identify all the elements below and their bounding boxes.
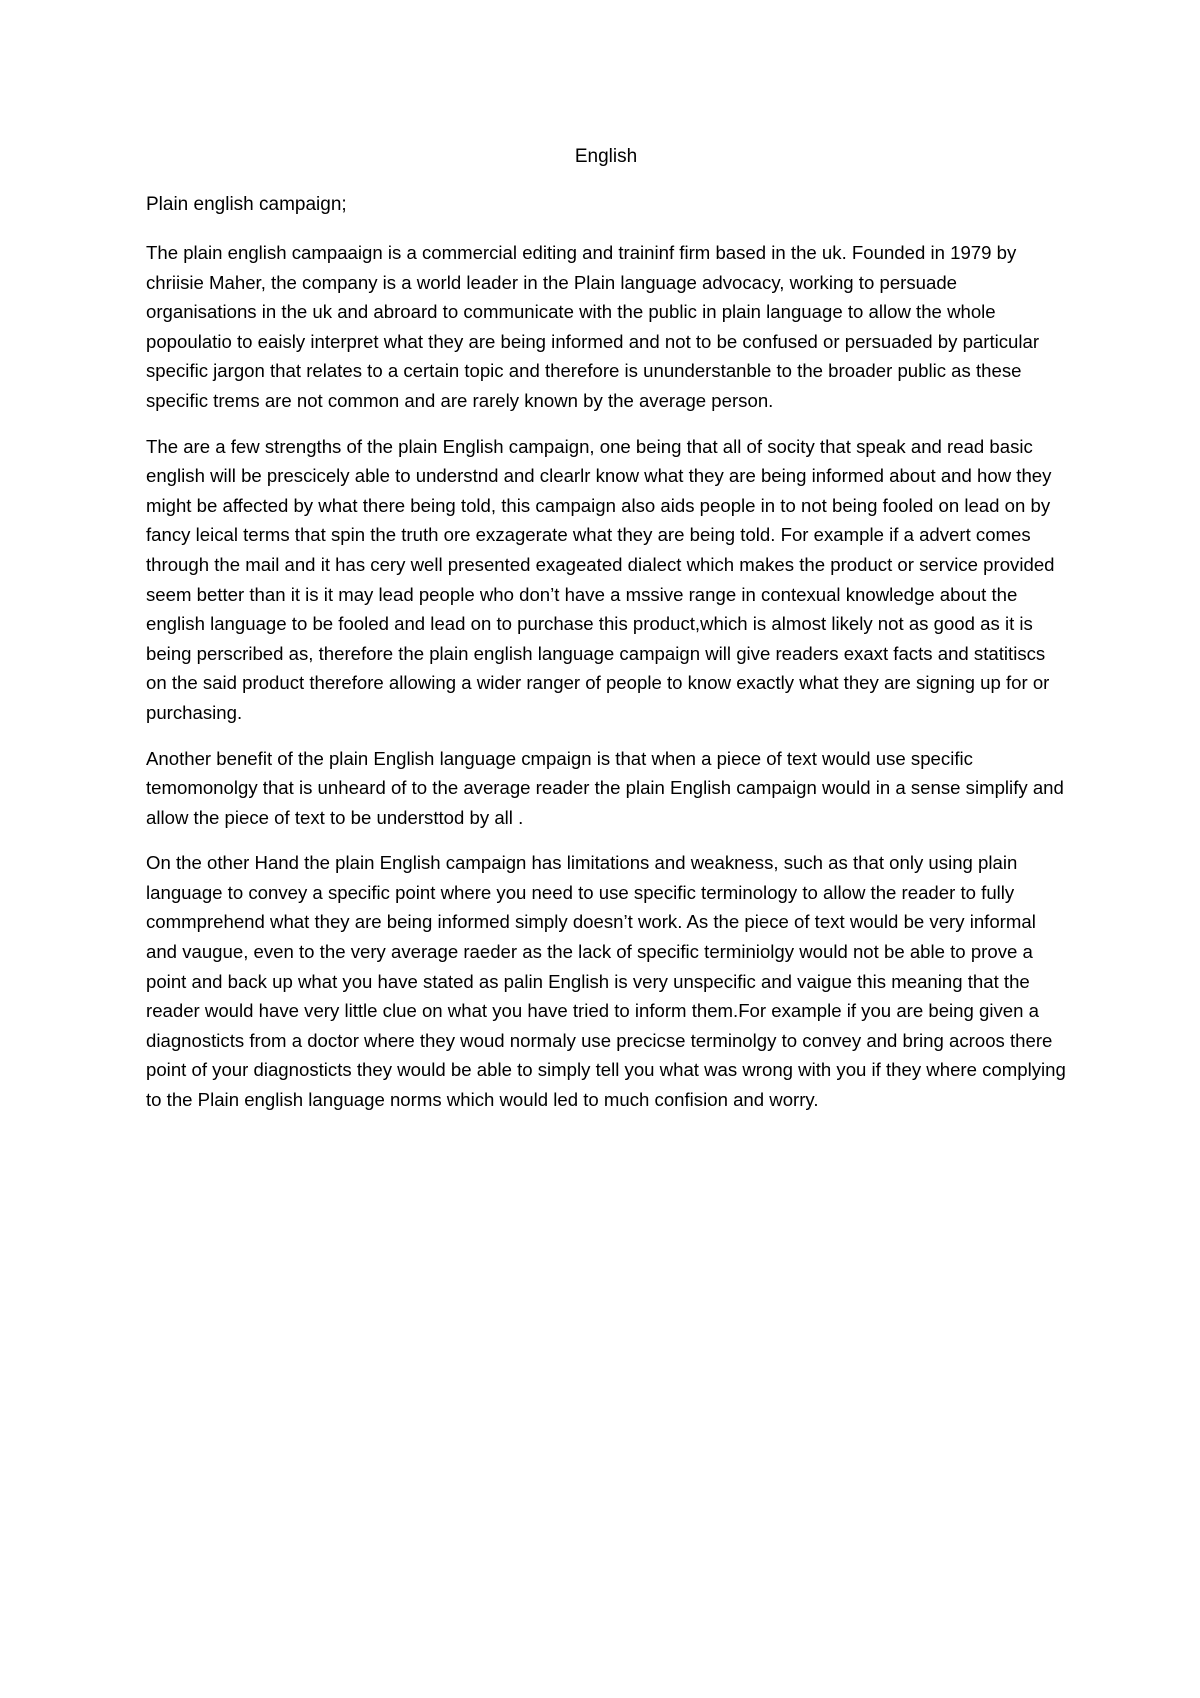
page-title: English: [574, 146, 638, 167]
section-heading: Plain english campaign;: [146, 194, 347, 215]
paragraph-intro: The plain english campaaign is a commercial editing and traininf firm based in the uk. Founded in 1979 by chriisie Maher, the company is a world leader in the Plain language advocacy, working to persuade organisations in the uk and abroard to communicate with the public in plain language to allow the whole popoulatio to eaisly interpret what they are being informed and not to be confused or persuaded by particular specific jargon that relates to a certain topic and therefore is ununderstanble to the broader public as these specific trems are not common and are rarely known by the average person.: [146, 242, 1040, 411]
document-body: [146, 142, 1066, 1131]
paragraph-benefit: Another benefit of the plain English language cmpaign is that when a piece of text would use specific temomonolgy that is unheard of to the average reader the plain English campaign would in a sense simplify and allow the piece of text to be understtod by all .: [146, 747, 1064, 828]
paragraph-limitations: On the other Hand the plain English campaign has limitations and weakness, such as that only using plain language to convey a specific point where you need to use specific terminology to allow the reader to fully commprehend what they are being informed simply doesn’t work. As the piece of text would be very informal and vaugue, even to the very average raeder as the lack of specific terminiolgy would not be able to prove a point and back up what you have stated as palin English is very unspecific and vaigue this meaning that the reader would have very little clue on what you have tried to inform them.For example if you are being given a diagnosticts from a doctor where they woud normaly use precicse terminolgy to convey and bring acroos there point of your diagnosticts they would be able to simply tell you what was wrong with you if they where complying to the Plain english language norms which would led to much confision and worry.: [146, 852, 1066, 1111]
paragraph-strengths: The are a few strengths of the plain English campaign, one being that all of socity that speak and read basic english will be prescicely able to understnd and clearlr know what they are being informed about and how they might be affected by what there being told, this campaign also aids people in to not being fooled on lead on by fancy leical terms that spin the truth ore exzagerate what they are being told. For example if a advert comes through the mail and it has cery well presented exageated dialect which makes the product or service provided seem better than it is it may lead people who don’t have a mssive range in contexual knowledge about the english language to be fooled and lead on to purchase this product,which is almost likely not as good as it is being perscribed as, therefore the plain english language campaign will give readers exaxt facts and statitiscs on the said product therefore allowing a wider ranger of people to know exactly what they are signing up for or purchasing.: [146, 435, 1055, 723]
